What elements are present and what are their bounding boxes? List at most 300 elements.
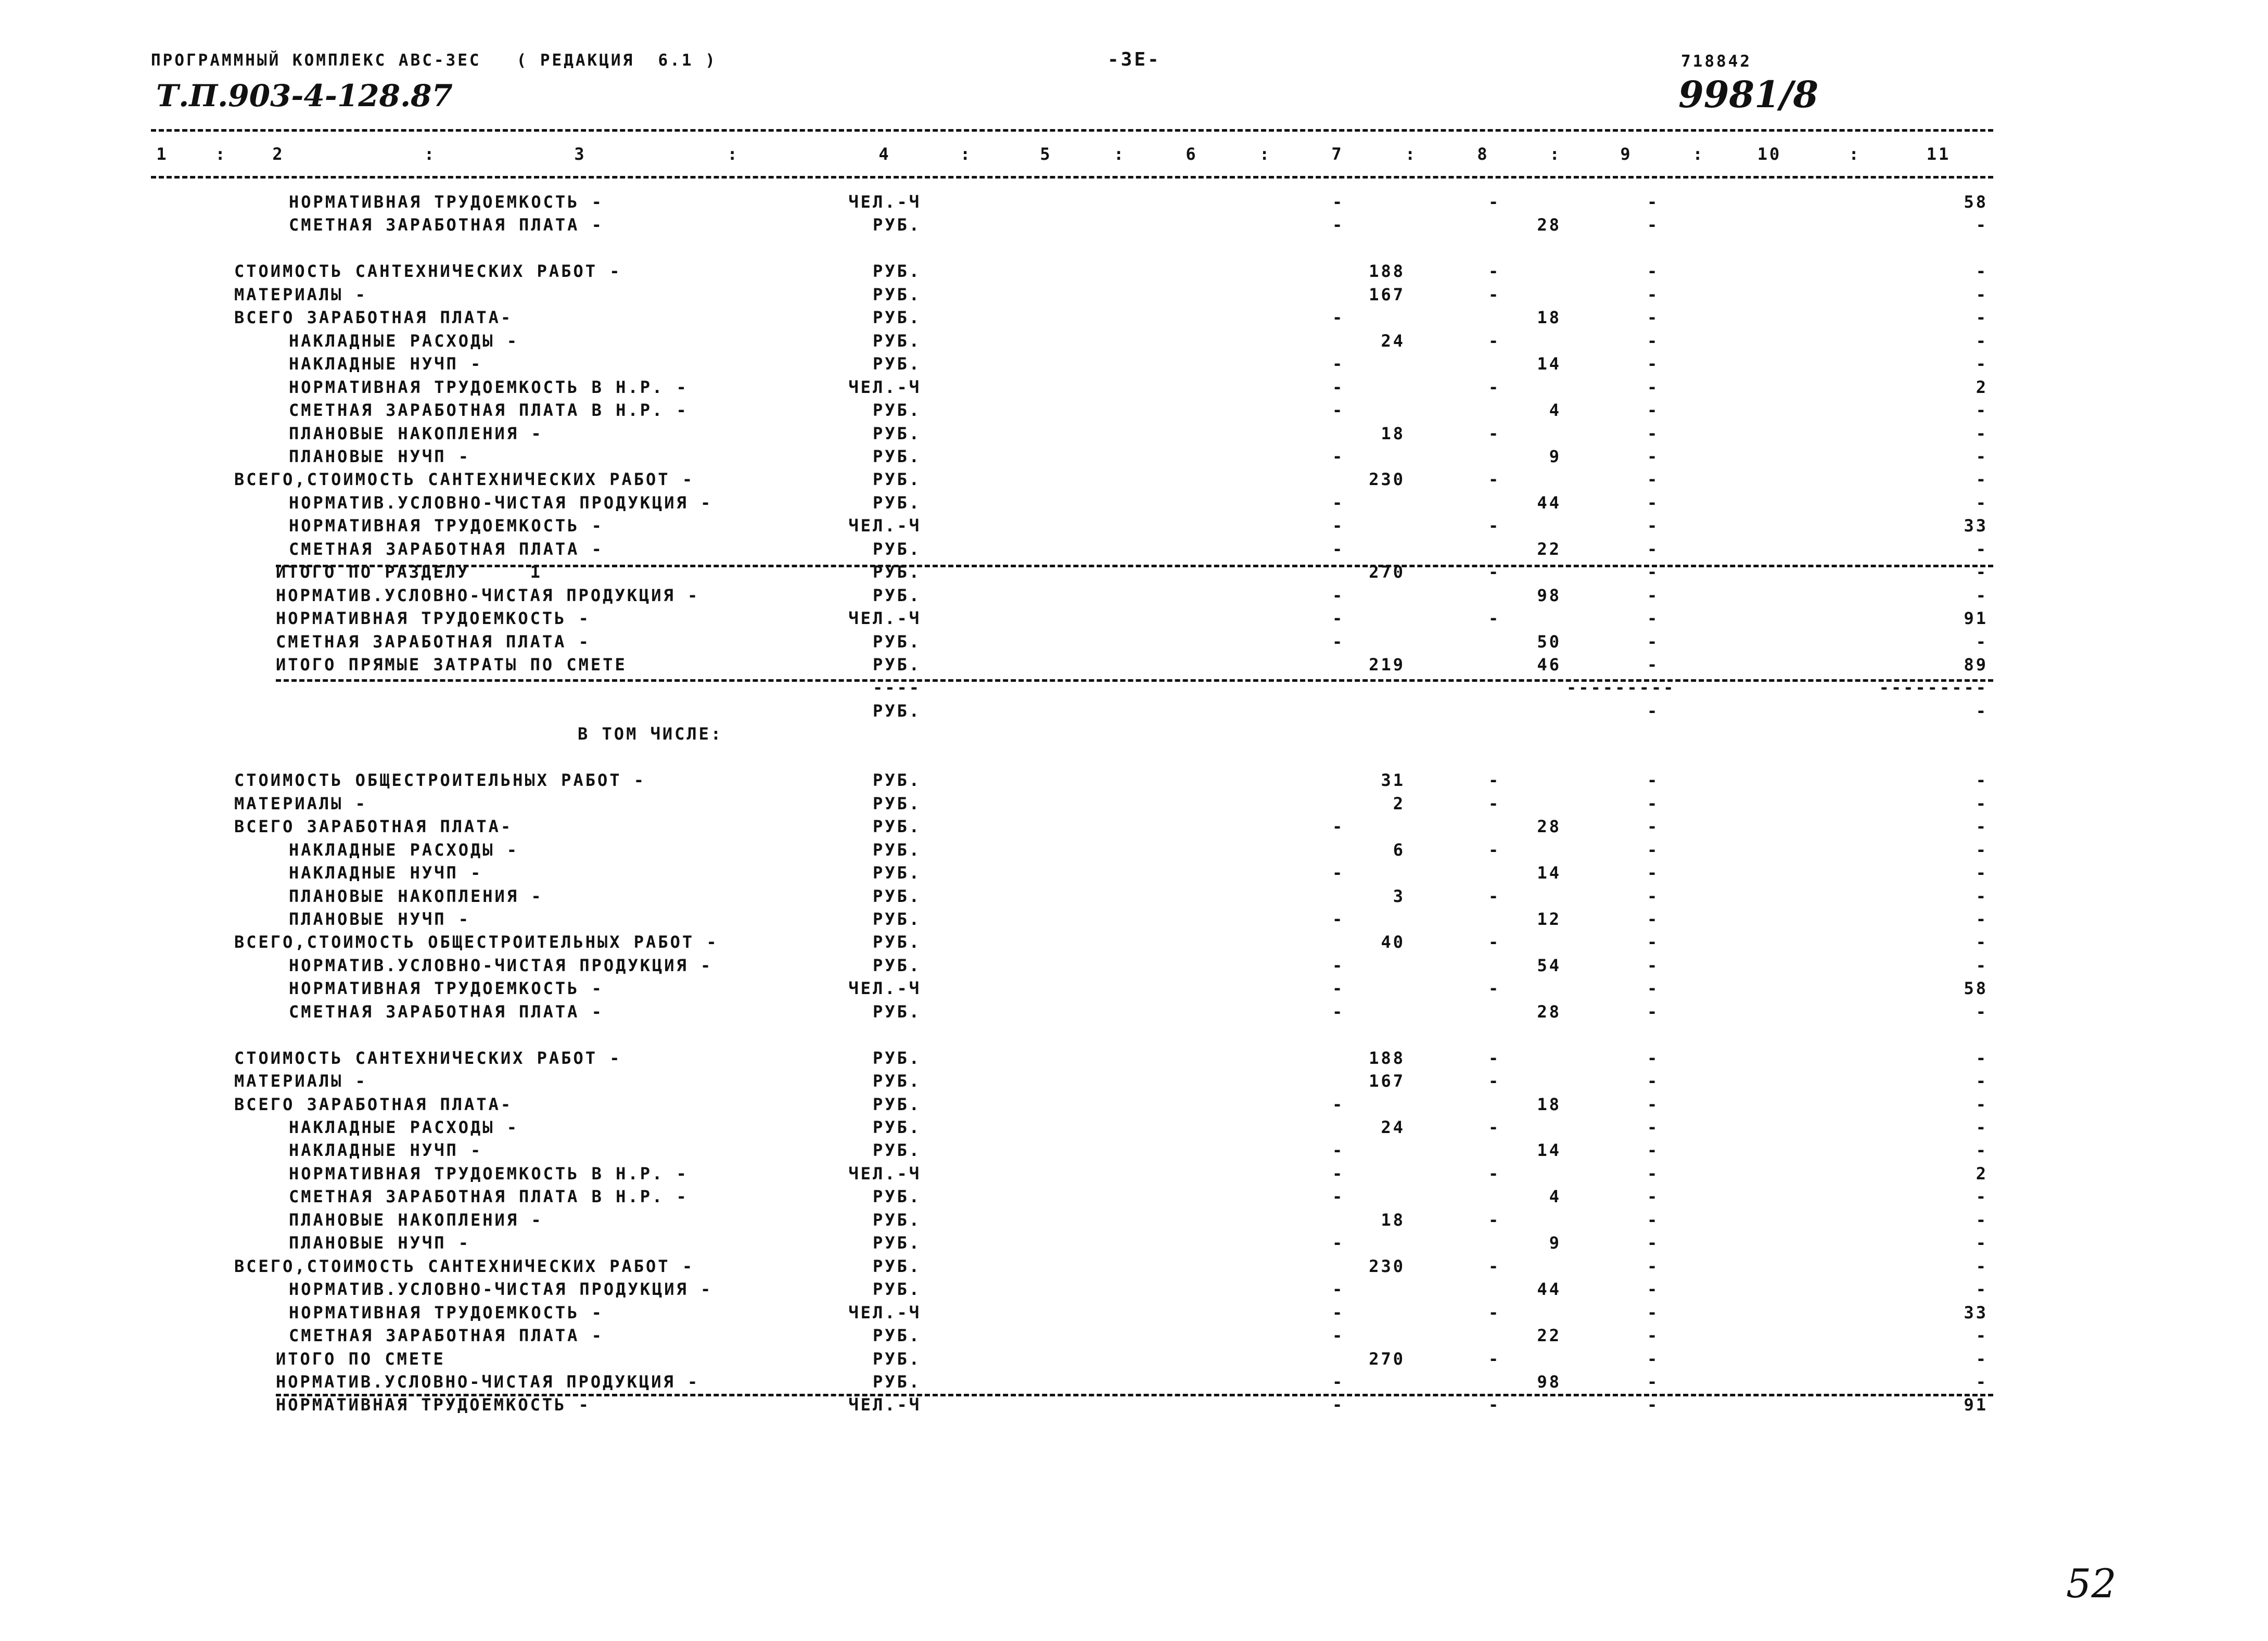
row-unit: РУБ. (872, 863, 921, 883)
col11-value: - (1976, 1371, 1988, 1392)
col9-value: - (1647, 446, 1660, 466)
row-label: НОРМАТИВНАЯ ТРУДОЕМКОСТЬ - (289, 516, 604, 536)
col7-value: 18 (1381, 423, 1405, 443)
col9-value: - (1647, 492, 1660, 513)
col8-value: 18 (1537, 308, 1561, 328)
column-number-4: 4 (878, 144, 891, 164)
col8-value: - (1488, 1349, 1501, 1369)
col8-value: 22 (1537, 539, 1561, 559)
column-number-1: 1 (156, 144, 169, 164)
col7-value: - (1332, 1395, 1345, 1415)
column-number-5: 5 (1040, 144, 1052, 164)
row-unit: РУБ. (872, 1326, 921, 1346)
row-unit: РУБ. (872, 886, 921, 906)
col9-value: - (1647, 978, 1660, 999)
row-unit: РУБ. (872, 1094, 921, 1114)
col7-value: 3 (1393, 886, 1405, 906)
col11-value: 91 (1964, 1395, 1988, 1415)
row-label: СТОИМОСТЬ ОБЩЕСТРОИТЕЛЬНЫХ РАБОТ - (234, 770, 646, 791)
col8-value: 14 (1537, 863, 1561, 883)
col7-value: 2 (1393, 793, 1405, 813)
col8-value: - (1488, 469, 1501, 490)
col11-value: 2 (1976, 1163, 1988, 1184)
col8-value: - (1488, 284, 1501, 304)
col9-value: - (1647, 1210, 1660, 1230)
col8-value: 46 (1537, 655, 1561, 675)
col8-value: 44 (1537, 492, 1561, 513)
row-label: МАТЕРИАЛЫ - (234, 1071, 367, 1091)
col9-value: - (1647, 770, 1660, 791)
col11-value: - (1976, 863, 1988, 883)
col11-value: - (1976, 215, 1988, 235)
col9-value: - (1647, 377, 1660, 397)
col7-value: - (1332, 308, 1345, 328)
col9-value: - (1647, 1163, 1660, 1184)
row-unit: РУБ. (872, 400, 921, 421)
col11-value: 2 (1976, 377, 1988, 397)
col7-value: - (1332, 400, 1345, 421)
row-unit: РУБ. (872, 261, 921, 282)
col11-value: 33 (1964, 516, 1988, 536)
col7-value: 270 (1369, 1349, 1405, 1369)
col8-value: 18 (1537, 1094, 1561, 1114)
col9-value: - (1647, 1371, 1660, 1392)
row-unit: РУБ. (872, 1371, 921, 1392)
page-number: 52 (2066, 1560, 2117, 1607)
col7-value: - (1332, 215, 1345, 235)
album-reference: 9981/8 (1678, 73, 1819, 116)
row-label: НОРМАТИВ.УСЛОВНО-ЧИСТАЯ ПРОДУКЦИЯ - (276, 1371, 700, 1392)
col11-value: - (1976, 1187, 1988, 1207)
col8-value: - (1488, 1256, 1501, 1276)
col7-value: - (1332, 377, 1345, 397)
row-label: НОРМАТИВ.УСЛОВНО-ЧИСТАЯ ПРОДУКЦИЯ - (289, 955, 713, 975)
col8-value: 12 (1537, 909, 1561, 929)
col7-value: - (1332, 1094, 1345, 1114)
col11-value: - (1976, 1349, 1988, 1369)
row-unit: РУБ. (872, 423, 921, 443)
row-label: ИТОГО ПО СМЕТЕ (276, 1349, 445, 1369)
col11-value: - (1976, 539, 1988, 559)
col8-value: - (1488, 562, 1501, 582)
row-unit: РУБ. (872, 539, 921, 559)
row-label: СТОИМОСТЬ САНТЕХНИЧЕСКИХ РАБОТ - (234, 1048, 622, 1068)
row-label: ВСЕГО ЗАРАБОТНАЯ ПЛАТА- (234, 817, 513, 837)
row-unit: РУБ. (872, 215, 921, 235)
col9-value: - (1647, 469, 1660, 490)
row-label: НАКЛАДНЫЕ РАСХОДЫ - (289, 1117, 519, 1137)
row-label: СМЕТНАЯ ЗАРАБОТНАЯ ПЛАТА В Н.Р. - (289, 1187, 689, 1207)
row-unit: РУБ. (872, 284, 921, 304)
row-label: НОРМАТИВНАЯ ТРУДОЕМКОСТЬ - (289, 978, 604, 999)
row-label: ПЛАНОВЫЕ НУЧП - (289, 1233, 470, 1253)
col7-value: 188 (1369, 261, 1405, 282)
col8-value: - (1488, 1395, 1501, 1415)
row-label: НОРМАТИВНАЯ ТРУДОЕМКОСТЬ - (289, 192, 604, 212)
col8-value: - (1488, 932, 1501, 952)
col7-value: - (1332, 1326, 1345, 1346)
row-label: ПЛАНОВЫЕ НАКОПЛЕНИЯ - (289, 886, 543, 906)
column-number-10: 10 (1757, 144, 1782, 164)
col9-value: - (1647, 308, 1660, 328)
col8-value: - (1488, 516, 1501, 536)
col8-value: 4 (1549, 400, 1561, 421)
col11-value: 91 (1964, 608, 1988, 629)
column-number-7: 7 (1331, 144, 1344, 164)
col8-value: 4 (1549, 1187, 1561, 1207)
col7-value: - (1332, 1001, 1345, 1022)
row-unit: ЧЕЛ.-Ч (848, 1395, 921, 1415)
col11-value: - (1976, 793, 1988, 813)
col9-value: - (1647, 1349, 1660, 1369)
row-unit: РУБ. (872, 1187, 921, 1207)
row-unit: РУБ. (872, 770, 921, 791)
col11-value: - (1976, 330, 1988, 351)
col9-value: - (1647, 585, 1660, 605)
row-label: НОРМАТИВНАЯ ТРУДОЕМКОСТЬ В Н.Р. - (289, 1163, 689, 1184)
row-unit: РУБ. (872, 330, 921, 351)
col11-value: - (1976, 932, 1988, 952)
col9-value: - (1647, 215, 1660, 235)
col7-value: 6 (1393, 839, 1405, 860)
row-unit: РУБ. (872, 1256, 921, 1276)
row-label: ВСЕГО ЗАРАБОТНАЯ ПЛАТА- (234, 308, 513, 328)
column-number-6: 6 (1186, 144, 1198, 164)
col8-value: 50 (1537, 631, 1561, 652)
column-separator: : (1405, 144, 1418, 164)
row-label: НАКЛАДНЫЕ НУЧП - (289, 863, 483, 883)
col7-value: - (1332, 1302, 1345, 1322)
row-unit: РУБ. (872, 1210, 921, 1230)
col9-value: - (1647, 793, 1660, 813)
col7-value: - (1332, 909, 1345, 929)
col9-value: - (1647, 400, 1660, 421)
col8-value: 28 (1537, 1001, 1561, 1022)
row-unit: РУБ. (872, 308, 921, 328)
col9-value: --------- (1566, 678, 1676, 698)
column-separator: : (215, 144, 227, 164)
col8-value: - (1488, 423, 1501, 443)
col7-value: - (1332, 1187, 1345, 1207)
col11-value: - (1976, 354, 1988, 374)
column-separator: : (1259, 144, 1272, 164)
col11-value: - (1976, 909, 1988, 929)
col8-value: 9 (1549, 1233, 1561, 1253)
row-label: ПЛАНОВЫЕ НАКОПЛЕНИЯ - (289, 423, 543, 443)
col7-value: 188 (1369, 1048, 1405, 1068)
col8-value: - (1488, 1048, 1501, 1068)
col9-value: - (1647, 932, 1660, 952)
col8-value: - (1488, 839, 1501, 860)
col11-value: - (1976, 284, 1988, 304)
col9-value: - (1647, 330, 1660, 351)
column-number-9: 9 (1620, 144, 1633, 164)
col11-value: - (1976, 1071, 1988, 1091)
col11-value: - (1976, 400, 1988, 421)
row-label: ПЛАНОВЫЕ НАКОПЛЕНИЯ - (289, 1210, 543, 1230)
col11-value: - (1976, 1210, 1988, 1230)
row-unit: РУБ. (872, 631, 921, 652)
row-label: НОРМАТИВ.УСЛОВНО-ЧИСТАЯ ПРОДУКЦИЯ - (289, 1279, 713, 1300)
col7-value: 230 (1369, 1256, 1405, 1276)
col9-value: - (1647, 423, 1660, 443)
col9-value: - (1647, 1140, 1660, 1161)
row-label: НОРМАТИВ.УСЛОВНО-ЧИСТАЯ ПРОДУКЦИЯ - (289, 492, 713, 513)
col7-value: 270 (1369, 562, 1405, 582)
col8-value: - (1488, 886, 1501, 906)
row-unit: ЧЕЛ.-Ч (848, 516, 921, 536)
col8-value: - (1488, 978, 1501, 999)
row-unit: РУБ. (872, 1001, 921, 1022)
row-unit: РУБ. (872, 955, 921, 975)
row-label: НОРМАТИВНАЯ ТРУДОЕМКОСТЬ В Н.Р. - (289, 377, 689, 397)
document-number: 718842 (1681, 52, 1752, 71)
col7-value: 40 (1381, 932, 1405, 952)
column-separator: : (960, 144, 973, 164)
row-label: НОРМАТИВНАЯ ТРУДОЕМКОСТЬ - (276, 1395, 591, 1415)
col7-value: - (1332, 1371, 1345, 1392)
col7-value: - (1332, 1140, 1345, 1161)
row-unit: РУБ. (872, 839, 921, 860)
col7-value: 31 (1381, 770, 1405, 791)
col9-value: - (1647, 701, 1660, 721)
col9-value: - (1647, 1256, 1660, 1276)
row-unit: РУБ. (872, 1140, 921, 1161)
row-label: СМЕТНАЯ ЗАРАБОТНАЯ ПЛАТА - (289, 1326, 604, 1346)
col11-value: - (1976, 839, 1988, 860)
col11-value: - (1976, 492, 1988, 513)
col9-value: - (1647, 1326, 1660, 1346)
row-label: СМЕТНАЯ ЗАРАБОТНАЯ ПЛАТА - (289, 539, 604, 559)
row-unit: РУБ. (872, 446, 921, 466)
col9-value: - (1647, 839, 1660, 860)
column-number-2: 2 (272, 144, 285, 164)
col7-value: - (1332, 1279, 1345, 1300)
col7-value: - (1332, 1233, 1345, 1253)
col7-value: - (1332, 516, 1345, 536)
row-unit: РУБ. (872, 1117, 921, 1137)
row-unit: РУБ. (872, 817, 921, 837)
row-unit: РУБ. (872, 1233, 921, 1253)
col7-value: 18 (1381, 1210, 1405, 1230)
row-label: СТОИМОСТЬ САНТЕХНИЧЕСКИХ РАБОТ - (234, 261, 622, 282)
col8-value: - (1488, 793, 1501, 813)
col8-value: 9 (1549, 446, 1561, 466)
col11-value: - (1976, 631, 1988, 652)
column-separator: : (727, 144, 740, 164)
row-label: СМЕТНАЯ ЗАРАБОТНАЯ ПЛАТА В Н.Р. - (289, 400, 689, 421)
col9-value: - (1647, 261, 1660, 282)
col11-value: --------- (1879, 678, 1988, 698)
col11-value: - (1976, 1001, 1988, 1022)
col11-value: 33 (1964, 1302, 1988, 1322)
col8-value: 98 (1537, 1371, 1561, 1392)
column-separator: : (1692, 144, 1705, 164)
col11-value: - (1976, 423, 1988, 443)
project-code: Т.П.903-4-128.87 (156, 78, 453, 113)
col9-value: - (1647, 863, 1660, 883)
row-label: МАТЕРИАЛЫ - (234, 284, 367, 304)
row-label: СМЕТНАЯ ЗАРАБОТНАЯ ПЛАТА - (289, 215, 604, 235)
col11-value: - (1976, 308, 1988, 328)
col7-value: - (1332, 492, 1345, 513)
col8-value: - (1488, 1071, 1501, 1091)
row-label: В ТОМ ЧИСЛЕ: (578, 724, 723, 744)
col8-value: 22 (1537, 1326, 1561, 1346)
col9-value: - (1647, 1279, 1660, 1300)
col7-value: 167 (1369, 284, 1405, 304)
col8-value: 98 (1537, 585, 1561, 605)
col7-value: - (1332, 955, 1345, 975)
center-mark: -ЗЕ- (1107, 49, 1161, 70)
col8-value: 14 (1537, 1140, 1561, 1161)
row-unit: ЧЕЛ.-Ч (848, 192, 921, 212)
row-unit: ЧЕЛ.-Ч (848, 1302, 921, 1322)
col8-value: - (1488, 1163, 1501, 1184)
col11-value: - (1976, 1048, 1988, 1068)
row-unit: РУБ. (872, 701, 921, 721)
col11-value: 58 (1964, 978, 1988, 999)
col11-value: - (1976, 261, 1988, 282)
row-unit: РУБ. (872, 793, 921, 813)
col9-value: - (1647, 354, 1660, 374)
col9-value: - (1647, 1233, 1660, 1253)
row-unit: РУБ. (872, 1071, 921, 1091)
col7-value: - (1332, 631, 1345, 652)
col11-value: - (1976, 562, 1988, 582)
row-label: ПЛАНОВЫЕ НУЧП - (289, 446, 470, 466)
col8-value: - (1488, 261, 1501, 282)
col11-value: - (1976, 1256, 1988, 1276)
col11-value: - (1976, 1326, 1988, 1346)
col7-value: - (1332, 1163, 1345, 1184)
col7-value: - (1332, 585, 1345, 605)
col7-value: - (1332, 446, 1345, 466)
col11-value: - (1976, 469, 1988, 490)
row-label: ВСЕГО,СТОИМОСТЬ ОБЩЕСТРОИТЕЛЬНЫХ РАБОТ - (234, 932, 719, 952)
col11-value: - (1976, 955, 1988, 975)
row-unit: РУБ. (872, 909, 921, 929)
row-unit: РУБ. (872, 562, 921, 582)
col7-value: - (1332, 817, 1345, 837)
row-label: НАКЛАДНЫЕ НУЧП - (289, 354, 483, 374)
row-unit: РУБ. (872, 655, 921, 675)
col7-value: 230 (1369, 469, 1405, 490)
col11-value: - (1976, 817, 1988, 837)
col9-value: - (1647, 1071, 1660, 1091)
row-unit: РУБ. (872, 1279, 921, 1300)
row-unit: РУБ. (872, 354, 921, 374)
col9-value: - (1647, 1187, 1660, 1207)
column-separator: : (1114, 144, 1126, 164)
row-label: НАКЛАДНЫЕ РАСХОДЫ - (289, 330, 519, 351)
col9-value: - (1647, 1001, 1660, 1022)
col7-value: - (1332, 354, 1345, 374)
col11-value: - (1976, 585, 1988, 605)
col7-value: - (1332, 978, 1345, 999)
col7-value: - (1332, 863, 1345, 883)
row-label: ВСЕГО ЗАРАБОТНАЯ ПЛАТА- (234, 1094, 513, 1114)
row-label: ИТОГО ПРЯМЫЕ ЗАТРАТЫ ПО СМЕТЕ (276, 655, 627, 675)
row-unit: РУБ. (872, 932, 921, 952)
col7-value: - (1332, 539, 1345, 559)
col9-value: - (1647, 608, 1660, 629)
col11-value: - (1976, 1117, 1988, 1137)
col8-value: 28 (1537, 215, 1561, 235)
col9-value: - (1647, 1048, 1660, 1068)
col9-value: - (1647, 955, 1660, 975)
row-label: НОРМАТИВНАЯ ТРУДОЕМКОСТЬ - (276, 608, 591, 629)
col9-value: - (1647, 886, 1660, 906)
col11-value: 89 (1964, 655, 1988, 675)
row-unit: РУБ. (872, 492, 921, 513)
row-label: НАКЛАДНЫЕ НУЧП - (289, 1140, 483, 1161)
row-unit: ---- (872, 678, 921, 698)
col8-value: - (1488, 770, 1501, 791)
column-separator: : (1549, 144, 1562, 164)
column-separator: : (1849, 144, 1861, 164)
row-label: НАКЛАДНЫЕ РАСХОДЫ - (289, 839, 519, 860)
col9-value: - (1647, 1302, 1660, 1322)
col9-value: - (1647, 1117, 1660, 1137)
col11-value: - (1976, 1094, 1988, 1114)
col8-value: - (1488, 1210, 1501, 1230)
row-label: СМЕТНАЯ ЗАРАБОТНАЯ ПЛАТА - (276, 631, 591, 652)
row-label: ВСЕГО,СТОИМОСТЬ САНТЕХНИЧЕСКИХ РАБОТ - (234, 469, 695, 490)
col9-value: - (1647, 1395, 1660, 1415)
col8-value: - (1488, 1302, 1501, 1322)
row-unit: ЧЕЛ.-Ч (848, 978, 921, 999)
row-label: ИТОГО ПО РАЗДЕЛУ 1 (276, 562, 542, 582)
row-label: НОРМАТИВ.УСЛОВНО-ЧИСТАЯ ПРОДУКЦИЯ - (276, 585, 700, 605)
col7-value: - (1332, 608, 1345, 629)
col9-value: - (1647, 655, 1660, 675)
column-number-8: 8 (1477, 144, 1489, 164)
row-unit: РУБ. (872, 1349, 921, 1369)
row-label: СМЕТНАЯ ЗАРАБОТНАЯ ПЛАТА - (289, 1001, 604, 1022)
col9-value: - (1647, 192, 1660, 212)
row-label: НОРМАТИВНАЯ ТРУДОЕМКОСТЬ - (289, 1302, 604, 1322)
col8-value: - (1488, 377, 1501, 397)
row-unit: ЧЕЛ.-Ч (848, 377, 921, 397)
program-header: ПРОГРАММНЫЙ КОМПЛЕКС АВС-ЗЕС ( РЕДАКЦИЯ 6.1 ) (151, 51, 717, 70)
col9-value: - (1647, 909, 1660, 929)
col9-value: - (1647, 562, 1660, 582)
row-unit: РУБ. (872, 585, 921, 605)
col7-value: 219 (1369, 655, 1405, 675)
col8-value: - (1488, 330, 1501, 351)
col11-value: - (1976, 886, 1988, 906)
col11-value: 58 (1964, 192, 1988, 212)
row-label: ВСЕГО,СТОИМОСТЬ САНТЕХНИЧЕСКИХ РАБОТ - (234, 1256, 695, 1276)
col11-value: - (1976, 701, 1988, 721)
row-unit: РУБ. (872, 1048, 921, 1068)
col8-value: 28 (1537, 817, 1561, 837)
row-unit: ЧЕЛ.-Ч (848, 608, 921, 629)
col9-value: - (1647, 539, 1660, 559)
col11-value: - (1976, 446, 1988, 466)
col8-value: - (1488, 192, 1501, 212)
row-unit: РУБ. (872, 469, 921, 490)
col7-value: 167 (1369, 1071, 1405, 1091)
col9-value: - (1647, 516, 1660, 536)
col8-value: 14 (1537, 354, 1561, 374)
column-separator: : (424, 144, 437, 164)
row-label: МАТЕРИАЛЫ - (234, 793, 367, 813)
col7-value: - (1332, 192, 1345, 212)
col7-value: 24 (1381, 330, 1405, 351)
col11-value: - (1976, 1279, 1988, 1300)
